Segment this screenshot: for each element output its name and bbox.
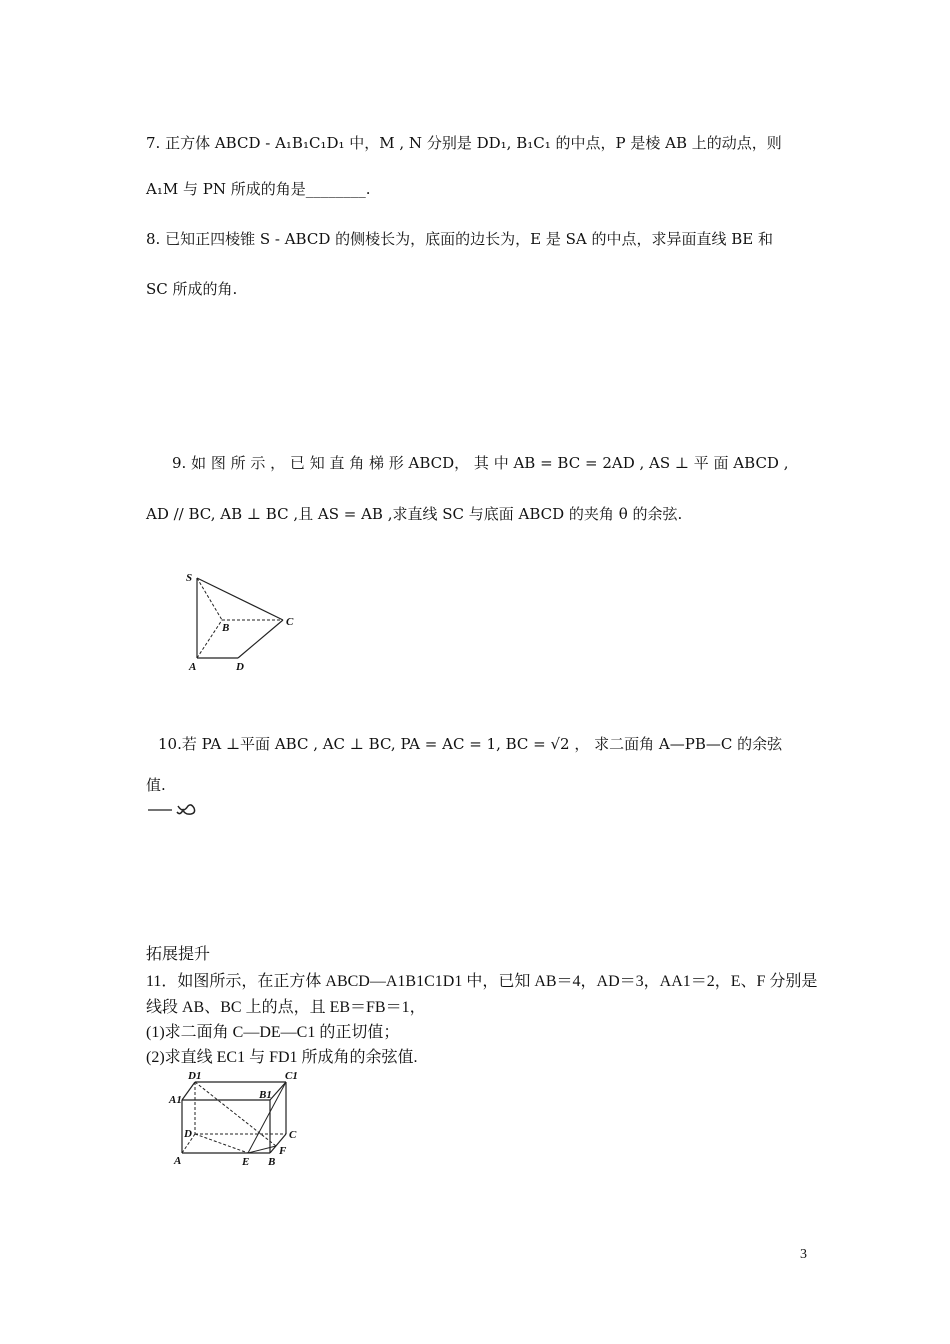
q8-line1-text: 8. 已知正四棱锥 S - ABCD 的侧棱长为，底面的边长为，E 是 SA 的中点，求异面直线 BE 和 (146, 230, 774, 248)
ornament-icon (177, 805, 195, 814)
q11-label-d: D (184, 1128, 192, 1140)
q11-line3 (146, 1022, 399, 1044)
ornament-divider (146, 800, 206, 820)
q11-line1 (146, 971, 817, 993)
q9-line1-text: 9. 如 图 所 示 ， 已 知 直 角 梯 形 ABCD， 其 中 AB = BC = 2AD , AS ⊥ 平 面 ABCD , (172, 454, 789, 472)
q8-line2 (146, 278, 237, 300)
q11-line3-text: (1)求二面角 C—DE—C1 的正切值； (146, 1024, 400, 1041)
q11-line-ef (248, 1146, 276, 1153)
q7-line2 (146, 178, 371, 200)
q11-label-e: E (242, 1156, 250, 1168)
q7-line1-text: 7. 正方体 ABCD - A₁B₁C₁D₁ 中，M , N 分别是 DD₁, B₁C₁ 的中点，P 是棱 AB 上的动点，则 (146, 134, 782, 152)
q11-label-c1: C1 (285, 1070, 298, 1082)
q10-line2 (146, 774, 166, 796)
q9-label-b: B (222, 622, 230, 634)
q9-label-s: S (186, 572, 193, 584)
q11-label-a: A (174, 1155, 182, 1167)
q10-line1-text: 10.若 PA ⊥平面 ABC , AC ⊥ BC, PA = AC = 1, BC = √2 ， 求二面角 A—PB—C 的余弦 (158, 735, 783, 753)
q9-edge-cd (238, 620, 283, 658)
q9-label-c: C (286, 616, 294, 628)
q7-line1 (146, 132, 782, 154)
q9-line2-text: AD // BC, AB ⊥ BC ,且 AS = AB ,求直线 SC 与底面 ABCD 的夹角 θ 的余弦. (146, 505, 683, 523)
q7-line2-text: A₁M 与 PN 所成的角是________. (146, 180, 371, 198)
q10-line2-text: 值. (146, 776, 166, 794)
q11-label-d1: D1 (188, 1070, 202, 1082)
q9-label-d: D (236, 661, 244, 673)
q11-line2-text: 线段 AB、BC 上的点，且 EB＝FB＝1， (146, 999, 426, 1016)
q11-label-b1: B1 (259, 1089, 272, 1101)
q11-line4 (146, 1047, 418, 1069)
q9-label-a: A (189, 661, 197, 673)
q8-line1 (146, 228, 773, 250)
q11-label-c: C (289, 1129, 297, 1141)
q8-line2-text: SC 所成的角. (146, 280, 238, 298)
section-title (146, 944, 210, 966)
section-title-text: 拓展提升 (146, 946, 211, 963)
q11-line1-text: 11．如图所示，在正方体 ABCD—A1B1C1D1 中，已知 AB＝4，AD＝3，AA1＝2，E、F 分别是 (146, 973, 818, 990)
q11-line-de (195, 1134, 248, 1153)
q9-figure (180, 568, 310, 678)
q10-line1 (158, 733, 782, 755)
q11-label-b: B (268, 1156, 276, 1168)
q9-line2 (146, 503, 682, 525)
q11-label-f: F (279, 1145, 287, 1157)
q11-label-a1: A1 (169, 1094, 182, 1106)
q9-edge-sc (197, 578, 283, 620)
page-number: 3 (800, 1247, 807, 1262)
q11-edge-a1d1 (182, 1082, 195, 1100)
q11-figure (168, 1070, 308, 1170)
q9-edge-ab (197, 620, 222, 658)
q9-line1 (172, 452, 788, 474)
q11-line4-text: (2)求直线 EC1 与 FD1 所成角的余弦值. (146, 1049, 418, 1066)
q11-line2 (146, 997, 426, 1019)
